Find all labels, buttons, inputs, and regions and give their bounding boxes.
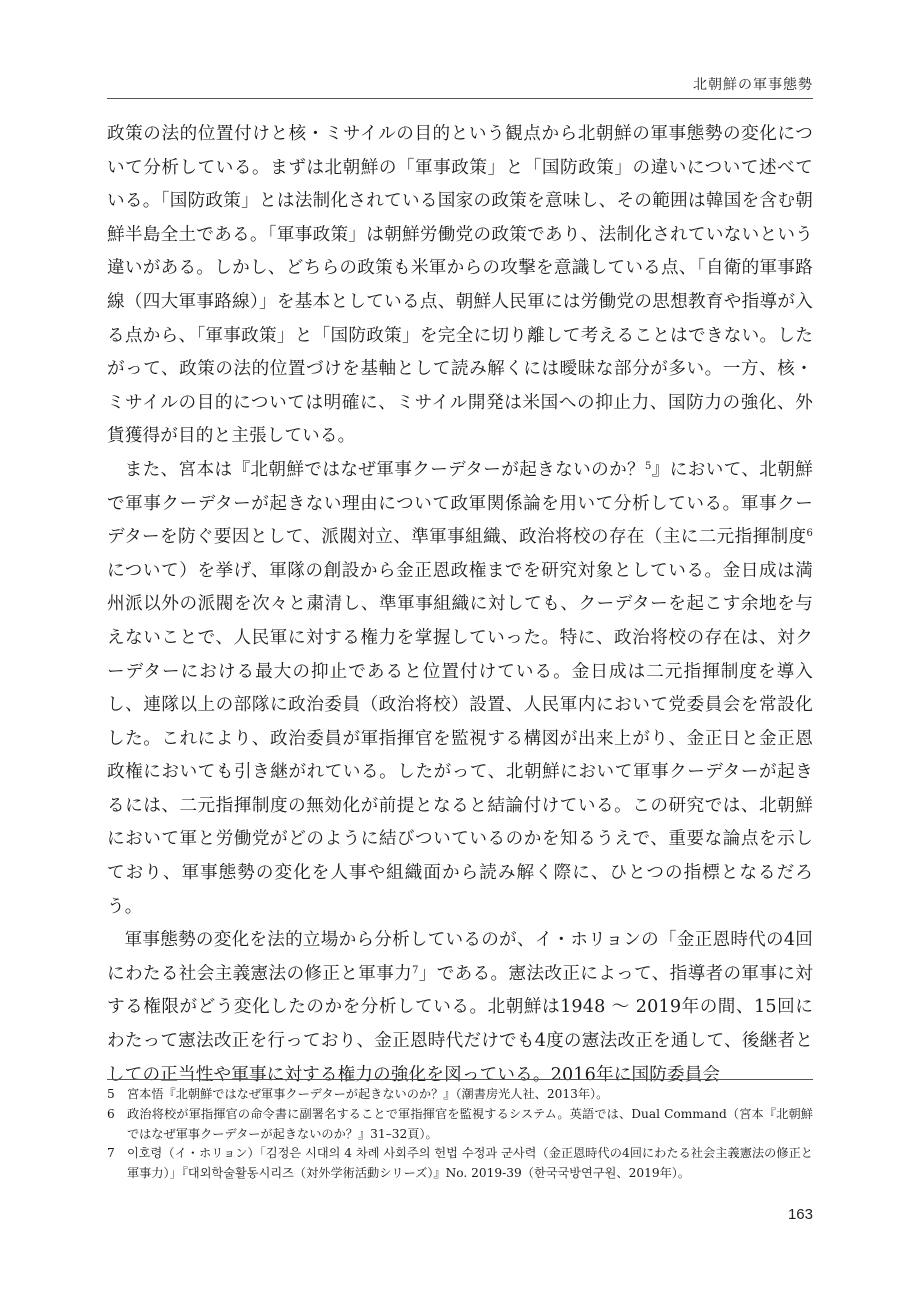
- footnote-rule: [107, 1079, 813, 1080]
- paragraph-2: [107, 454, 813, 924]
- footnote-text: 이호령（イ・ホリョン）「김정은 시대의 4 차례 사회주의 헌법 수정과 군사력（金正恩時代の4回にわたる社会主義憲法の修正と軍事力）」『대외학술활동시리즈（対外学術活動シリーズ）』No. 2019-39（한국국방연구원、2019年）。: [127, 1146, 813, 1181]
- paragraph-2-text-c: について）を挙げ、軍隊の創設から金正恩政権までを研究対象としている。金日成は満州派以外の派閥を次々と粛清し、準軍事組織に対しても、クーデターを起こす余地を与えないことで、人民軍に対する権力を掌握していった。特に、政治将校の存在は、対クーデターにおける最大の抑止であると位置付けている。金日成は二元指揮制度を導入し、連隊以上の部隊に政治委員（政治将校）設置、人民軍内において党委員会を常設化した。これにより、政治委員が軍指揮官を監視する構図が出来上がり、金正日と金正恩政権においても引き継がれている。したがって、北朝鮮において軍事クーデターが起きるには、二元指揮制度の無効化が前提となると結論付けている。この研究では、北朝鮮において軍と労働党がどのように結びついているのかを知るうえで、重要な論点を示しており、軍事態勢の変化を人事や組織面から読み解く際に、ひとつの指標となるだろう。: [107, 560, 813, 917]
- footnote-ref-6[interactable]: 6: [806, 528, 813, 540]
- page-number: 163: [787, 1206, 813, 1223]
- footnote-number: 7: [107, 1146, 115, 1161]
- paragraph-1: 政策の法的位置付けと核・ミサイルの目的という観点から北朝鮮の軍事態勢の変化について分析している。まずは北朝鮮の「軍事政策」と「国防政策」の違いについて述べている。「国防政策」とは法制化されている国家の政策を意味し、その範囲は韓国を含む朝鮮半島全土である。「軍事政策」は朝鮮労働党の政策であり、法制化されていないという違いがある。しかし、どちらの政策も米軍からの攻撃を意識している点、「自衛的軍事路線（四大軍事路線）」を基本としている点、朝鮮人民軍には労働党の思想教育や指導が入る点から、「軍事政策」と「国防政策」を完全に切り離して考えることはできない。したがって、政策の法的位置づけを基軸として読み解くには曖昧な部分が多い。一方、核・ミサイルの目的については明確に、ミサイル開発は米国への抑止力、国防力の強化、外貨獲得が目的と主張している。: [107, 124, 813, 447]
- main-text: [107, 118, 813, 1092]
- paragraph-3: [107, 924, 813, 1092]
- footnote-number: 5: [107, 1087, 115, 1101]
- paragraph-2-text-a: また、宮本は『北朝鮮ではなぜ軍事クーデターが起きないのか？: [124, 459, 646, 480]
- footnote-6: [107, 1105, 813, 1145]
- paragraph-3-text-a: 軍事態勢の変化を法的立場から分析しているのが、イ・ホリョンの「金正恩時代の4回にわたる社会主義憲法の修正と軍事力: [107, 930, 813, 984]
- footnotes: [107, 1085, 813, 1184]
- footnote-ref-5[interactable]: 5: [645, 460, 652, 472]
- paragraph-2-text-b: 』において、北朝鮮で軍事クーデターが起きない理由について政軍関係論を用いて分析している。軍事クーデターを防ぐ要因として、派閥対立、準軍事組織、政治将校の存在（主に二元指揮制度: [107, 459, 813, 548]
- header-rule: [107, 98, 813, 99]
- footnote-ref-7[interactable]: 7: [412, 964, 419, 976]
- footnote-text: 政治将校が軍指揮官の命令書に副署名することで軍指揮官を監視するシステム。英語では、Dual Command（宮本『北朝鮮ではなぜ軍事クーデターが起きないのか？』31–32頁）。: [127, 1106, 813, 1141]
- running-head: 北朝鮮の軍事態勢: [693, 77, 813, 93]
- footnote-number: 6: [107, 1106, 115, 1121]
- footnote-7: [107, 1144, 813, 1184]
- footnote-5: [107, 1085, 813, 1105]
- footnote-text: 宮本悟『北朝鮮ではなぜ軍事クーデターが起きないのか？』（潮書房光人社、2013年）。: [127, 1087, 609, 1101]
- paragraph-3-text-b: 」である。憲法改正によって、指導者の軍事に対する権限がどう変化したのかを分析している。北朝鮮は1948 ～ 2019年の間、15回にわたって憲法改正を行っており、金正恩時代だけでも4度の憲法改正を通して、後継者としての正当性や軍事に対する権力の強化を図っている。2016年に国防委員会: [107, 963, 813, 1085]
